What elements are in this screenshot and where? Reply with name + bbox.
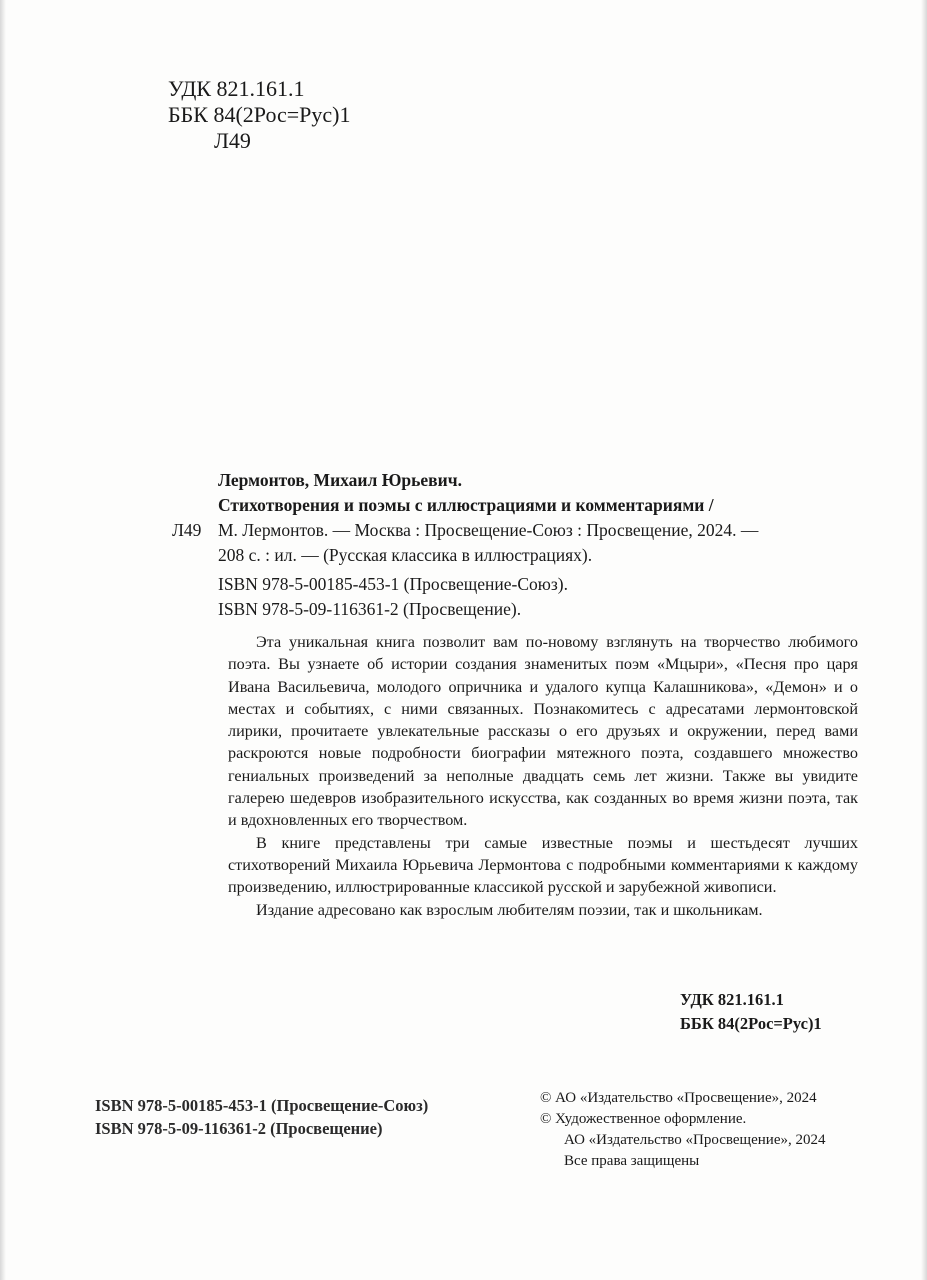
catalog-author: Лермонтов, Михаил Юрьевич.: [218, 470, 462, 490]
catalog-title: Стихотворения и поэмы с иллюстрациями и комментариями /: [218, 495, 714, 515]
scan-edge-right: [921, 0, 927, 1280]
author-mark: Л49: [214, 128, 251, 153]
catalog-isbn-1: ISBN 978-5-00185-453-1 (Просвещение-Союз).: [218, 574, 568, 594]
classification-codes-bottom: [680, 988, 822, 1036]
udk-code-bottom: УДК 821.161.1: [680, 990, 784, 1009]
isbn-bottom-1: ISBN 978-5-00185-453-1 (Просвещение-Союз): [95, 1096, 429, 1115]
catalog-card: [218, 468, 868, 622]
isbn-bottom-2: ISBN 978-5-09-116361-2 (Просвещение): [95, 1119, 383, 1138]
copyright-line-3: АО «Издательство «Просвещение», 2024: [564, 1132, 826, 1148]
catalog-isbn-2: ISBN 978-5-09-116361-2 (Просвещение).: [218, 599, 522, 619]
udk-code: УДК 821.161.1: [168, 76, 305, 101]
bbk-code: ББК 84(2Рос=Рус)1: [168, 102, 351, 127]
copyright-line-4: Все права защищены: [564, 1153, 700, 1169]
scan-edge-left: [0, 0, 6, 1280]
annotation-paragraph-2: В книге представлены три самые известные поэмы и шестьдесят лучших стихотворений Михаила Юрьевича Лермонтова с подробными комментариями к каждому произведению, иллюстрированные классикой русской и зарубежной живописи.: [228, 833, 858, 897]
catalog-publication-line: М. Лермонтов. — Москва : Просвещение-Союз : Просвещение, 2024. —: [218, 520, 759, 540]
catalog-author-mark: Л49: [172, 520, 202, 540]
catalog-extent-line: 208 с. : ил. — (Русская классика в иллюстрациях).: [218, 545, 593, 565]
bbk-code-bottom: ББК 84(2Рос=Рус)1: [680, 1014, 822, 1033]
copyright-line-2: © Художественное оформление.: [540, 1111, 747, 1127]
annotation: [228, 631, 858, 921]
copyright-line-1: © АО «Издательство «Просвещение», 2024: [540, 1090, 817, 1106]
isbn-block-bottom: [95, 1094, 428, 1140]
classification-codes-top: [168, 76, 351, 154]
copyright-block: [540, 1088, 825, 1172]
annotation-paragraph-3: Издание адресовано как взрослым любителям поэзии, так и школьникам.: [256, 900, 763, 919]
catalog-isbn-block: [218, 572, 868, 622]
annotation-paragraph-1: Эта уникальная книга позволит вам по-новому взглянуть на творчество любимого поэта. Вы узнаете об истории создания знаменитых поэм «Мцыри», «Песня про царя Ивана Васильевича, молодого опричника и удалого купца Калашникова», «Демон» и о местах и событиях, с ними связанных. Познакомитесь с адресатами лермонтовской лирики, прочитаете увлекательные рассказы о его друзьях и окружении, перед вами раскроются новые подробности биографии мятежного поэта, создавшего множество гениальных произведений за неполные двадцать семь лет жизни. Также вы увидите галерею шедевров изобразительного искусства, как созданных во время жизни поэта, так и вдохновленных его творчеством.: [228, 633, 858, 830]
